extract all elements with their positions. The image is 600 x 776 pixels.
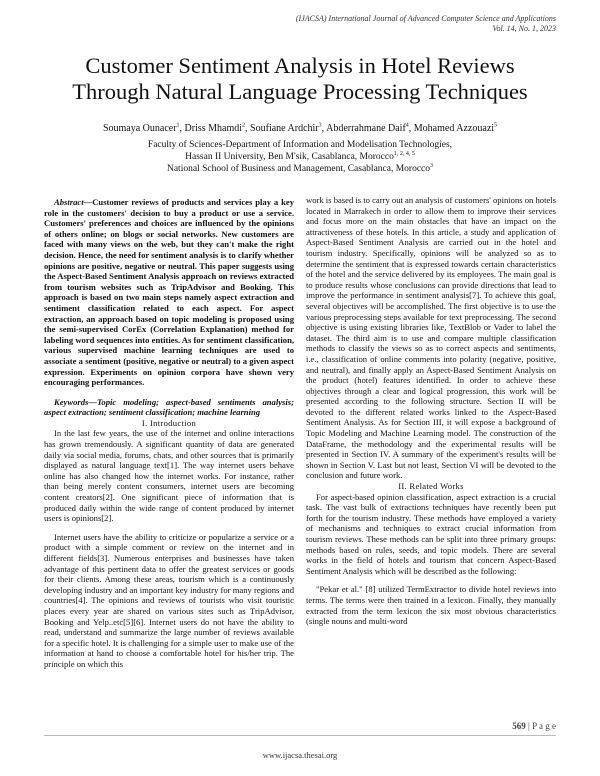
journal-header (296, 14, 556, 34)
author-sup: 2 (242, 122, 246, 129)
author-list: Soumaya Ounacer$^1$, Driss Mhamdi$^2$, Soufiane Ardchir$^3$, Abderrahmane Daif$^4$, Mohamed Azzouazi$^5$ (102, 122, 498, 134)
author-name: Soufiane Ardchir (250, 123, 319, 134)
right-column (306, 195, 556, 627)
affiliation-sup: 3 (430, 162, 434, 169)
keywords-text: Topic modeling; aspect-based sentiments analysis; aspect extraction; sentiment classification; machine learning (44, 396, 294, 418)
keywords (44, 397, 294, 418)
abstract-label: Abstract— (54, 197, 93, 207)
page-number-value: 569 (512, 721, 526, 731)
title-line-2: Through Natural Language Processing Techniques (72, 79, 528, 104)
footer-url: www.ijacsa.thesai.org (262, 750, 338, 760)
intro-paragraph-3: work is based is to carry out an analysis of customers' opinions on hotels located in Marrakech in order to allow them to improve their services and focus more on the main obstacles that have an impact on the attractiveness of these hotels. In this article, a study and application of Aspect-Based Sentiment Analysis are carried out in the hotel and tourism industry. Specifically, opinions will be analyzed so as to determine the sentiment that is expressed towards certain characteristics of the hotel and the service delivered by its employees. The main goal is to produce results whose conclusions can provide directions that lead to improve the performance in sentiment analysis[7]. To achieve this goal, several objectives will be accomplished. The first objective is to use the various preprocessing steps available for text preprocessing. The second objective is using existing libraries like, TextBlob or Vader to label the dataset. The third aim is to use and compare multiple classification methods to classify the views so as to correct aspects and sentiments, i.e., classification of online comments into polarity (negative, positive, and neutral), and finally apply an Aspect-Based Sentiment Analysis on the product (hotel) features identified. In order to achieve these objectives through a clear and logical progression, this work will be presented according to the following structure. Section II will be devoted to the different related works linked to the Aspect-Based Sentiment Analysis. As for Section III, it will expose a background of Topic Modeling and Machine Learning model. The construction of the DataFrame, the methodology and the experimental results will be presented in Section IV. A summary of the experiment's results will be shown in Section V. Last but not least, Section VI will be devoted to the conclusion and future work. (306, 195, 557, 481)
affiliation-line-1: Faculty of Sciences-Department of Information and Modelisation Technologies, (147, 140, 453, 150)
page-separator: | (525, 721, 533, 731)
title-line-1: Customer Sentiment Analysis in Hotel Reviews (85, 53, 515, 78)
left-column (44, 197, 294, 670)
related-paragraph-2: "Pekar et al." [8] utilized TermExtractor to divide hotel reviews into terms. The terms were then trained in a lexicon. Finally, they manually extracted from the term lexicon the six most obvious characteristics (single nouns and multi-word (306, 584, 556, 627)
affiliation-text: Hassan II University, Ben M'sik, Casablanca, Morocco (185, 152, 394, 162)
intro-paragraph-2: Internet users have the ability to criticize or popularize a service or a product with a simple comment or review on the internet and in different fields[3]. Numerous enterprises and businesses have taken advantage of this pertinent data to offer the greatest services or goods for their clients. Among these areas, tourism which is a continuously developing industry and an important key industry for many regions and countries[4]. The opinions and reviews of tourists who visit touristic places every year are shared on various sites such as TripAdvisor, Booking and Yelp..etc[5][6]. Internet users do not have the ability to read, understand and summarize the large number of reviews available for a specific hotel. It is challenging for a simple user to make use of the information at hand to choose a comfortable hotel for his/her trip. The principle on which this (44, 531, 294, 669)
paper-title (30, 53, 570, 105)
section-heading-introduction: I. Introduction (141, 417, 197, 428)
journal-volume: Vol. 14, No. 1, 2023 (492, 24, 556, 33)
footer-divider (44, 735, 556, 736)
abstract (44, 197, 294, 388)
affiliation-line-3 (30, 163, 570, 175)
page-word: P a g e (532, 721, 556, 731)
section-heading-related-works: II. Related Works (398, 481, 464, 492)
abstract-text: Customer reviews of products and services play a key role in the customers' decision to buy a product or use a service. Customers' preferences and choices are influenced by the opinions of others online; on blogs or social networks. New customers are faced with many views on the web, but they can't make the right decision. Hence, the need for sentiment analysis is to clarify whether opinions are positive, negative or neutral. This paper suggests using the Aspect-Based Sentiment Analysis approach on reviews extracted from tourism websites such as TripAdvisor and Booking. This approach is based on two main steps namely aspect extraction and sentiment classification related to each aspect. For aspect extraction, an approach based on topic modeling is proposed using the semi-supervised CorEx (Correlation Explanation) method for labeling word sequences into entities. As for sentiment classification, various supervised machine learning techniques are used to associate a sentiment (positive, negative or neutral) to a given aspect expression. Experiments on opinion corpora have shown very encouraging performances. (44, 197, 294, 388)
author-name: Abderrahmane Daif (326, 123, 406, 134)
affiliation-text: National School of Business and Management, Casablanca, Morocco (166, 164, 431, 174)
intro-paragraph-1: In the last few years, the use of the internet and online interactions has grown tremendously. A significant quantity of data are generated daily via social media, forums, chats, and other sources that is primarily displayed as natural language text[1]. The way internet users behave online has also changed how the internet works. For instance, rather than being merely content consumers, internet users are becoming content creators[2]. One significant piece of information that is produced daily within the wide range of content produced by internet users is opinions[2]. (44, 428, 294, 524)
author-sup: 5 (494, 122, 498, 129)
author-sup: 4 (405, 122, 409, 129)
related-paragraph-1: For aspect-based opinion classification, aspect extraction is a crucial task. The vast bulk of extractions techniques have recently been put forth for the tourism industry. These methods have employed a variety of mechanisms and techniques to extract crucial information from tourism reviews. These methods can be split into three primary groups: methods based on rules, seeds, and topic models. There are several works in the field of hotels and tourism that concern Aspect-Based Sentiment Analysis which will be described as the following: (306, 491, 556, 576)
author-sup: 3 (318, 122, 322, 129)
author-name: Mohamed Azzouazi (413, 123, 495, 134)
page-number (512, 721, 556, 731)
author-name: Driss Mhamdi (184, 123, 243, 134)
affiliation-sup: 1, 2, 4, 5 (393, 150, 415, 157)
author-name: Soumaya Ounacer (102, 123, 177, 134)
keywords-label: Keywords— (54, 396, 97, 407)
author-sup: 1 (176, 122, 180, 129)
journal-name: (IJACSA) International Journal of Advanced Computer Science and Applications (295, 14, 556, 23)
affiliation-line-2 (30, 151, 570, 163)
